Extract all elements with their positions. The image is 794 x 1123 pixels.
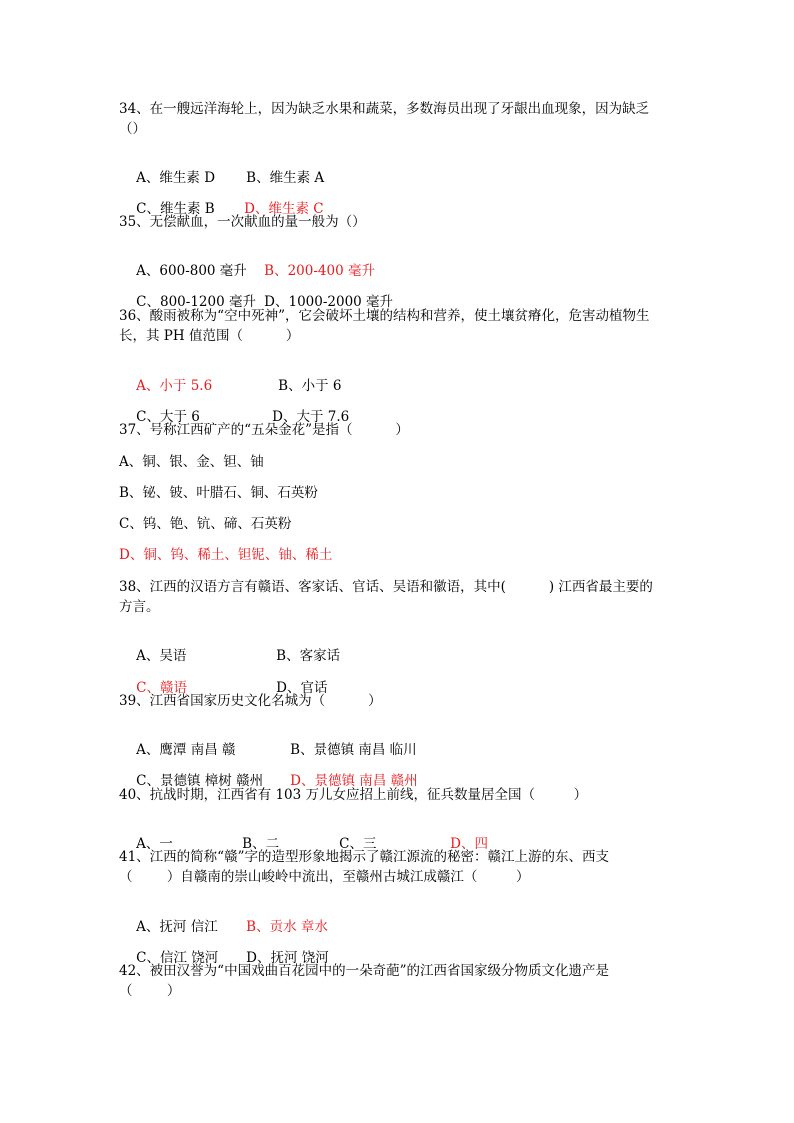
q35-stem: 35、无偿献血，一次献血的量一般为（）: [119, 214, 366, 230]
q41-option-d: D、抚河 饶河: [246, 950, 329, 966]
q34-stem-line1: 34、在一艘远洋海轮上，因为缺乏水果和蔬菜，多数海员出现了牙龈出血现象，因为缺乏: [119, 101, 650, 117]
q37-option-b: B、铋、铍、叶腊石、铜、石英粉: [119, 485, 318, 501]
q35-option-a: A、600-800 毫升: [136, 263, 247, 279]
q40-option-d-answer: D、四: [450, 836, 488, 852]
q38-option-d: D、官话: [276, 680, 328, 696]
q34-option-b: B、维生素 A: [246, 170, 325, 186]
q39-option-a: A、鹰潭 南昌 赣: [136, 742, 236, 758]
q39-option-b: B、景德镇 南昌 临川: [290, 742, 417, 758]
q40-option-a: A、一: [136, 836, 173, 852]
q39-option-d-answer: D、景德镇 南昌 赣州: [290, 773, 418, 789]
q34-option-c: C、维生素 B: [136, 201, 215, 217]
q42-stem-line1: 42、被田汉誉为“中国戏曲百花园中的一朵奇葩”的江西省国家级分物质文化遗产是: [119, 963, 609, 979]
q35-option-b-answer: B、200-400 毫升: [264, 263, 375, 279]
q35-option-d: D、1000-2000 毫升: [264, 294, 394, 310]
q38-stem-line1: 38、江西的汉语方言有赣语、客家话、官话、吴语和徽语，其中( ) 江西省最主要的: [119, 579, 653, 595]
q37-option-d-answer: D、铜、钨、稀土、钽铌、铀、稀土: [119, 547, 333, 563]
q36-option-a-answer: A、小于 5.6: [136, 378, 213, 394]
q41-option-a: A、抚河 信江: [136, 919, 218, 935]
q41-option-b-answer: B、贡水 章水: [246, 919, 328, 935]
q36-option-b: B、小于 6: [278, 378, 342, 394]
q40-stem: 40、抗战时期，江西省有 103 万儿女应招上前线，征兵数量居全国（ ）: [119, 787, 588, 803]
q34-option-d-answer: D、维生素 C: [244, 201, 324, 217]
q41-stem-line2: （ ）自赣南的崇山峻岭中流出，至赣州古城江成赣江（ ）: [119, 869, 530, 885]
q34-stem-line2: （）: [119, 121, 146, 137]
q36-stem-line2: 长，其 PH 值范围（ ）: [119, 328, 300, 344]
q36-option-c: C、大于 6: [136, 409, 200, 425]
q35-option-c: C、800-1200 毫升: [136, 294, 256, 310]
q36-option-d: D、大于 7.6: [272, 409, 350, 425]
q41-option-c: C、信江 饶河: [136, 950, 219, 966]
q38-option-a: A、吴语: [136, 648, 187, 664]
q40-option-c: C、三: [339, 836, 377, 852]
q39-option-c: C、景德镇 樟树 赣州: [136, 773, 264, 789]
q34-option-a: A、维生素 D: [136, 170, 216, 186]
q38-option-b: B、客家话: [276, 648, 341, 664]
q38-stem-line2: 方言。: [119, 599, 160, 615]
q37-stem: 37、号称江西矿产的“五朵金花”是指（ ）: [119, 422, 409, 438]
q42-stem-line2: （ ）: [119, 983, 181, 999]
q37-option-c: C、钨、铯、钪、碲、石英粉: [119, 516, 292, 532]
q38-option-c-answer: C、赣语: [136, 680, 188, 696]
q39-stem: 39、江西省国家历史文化名城为（ ）: [119, 693, 382, 709]
q36-stem-line1: 36、酸雨被称为“空中死神”，它会破坏土壤的结构和营养，使土壤贫瘠化，危害动植物生: [119, 308, 650, 324]
q37-option-a: A、铜、银、金、钽、铀: [119, 454, 264, 470]
q41-stem-line1: 41、江西的简称“赣”字的造型形象地揭示了赣江源流的秘密：赣江上游的东、西支: [119, 849, 609, 865]
q40-option-b: B、二: [242, 836, 280, 852]
